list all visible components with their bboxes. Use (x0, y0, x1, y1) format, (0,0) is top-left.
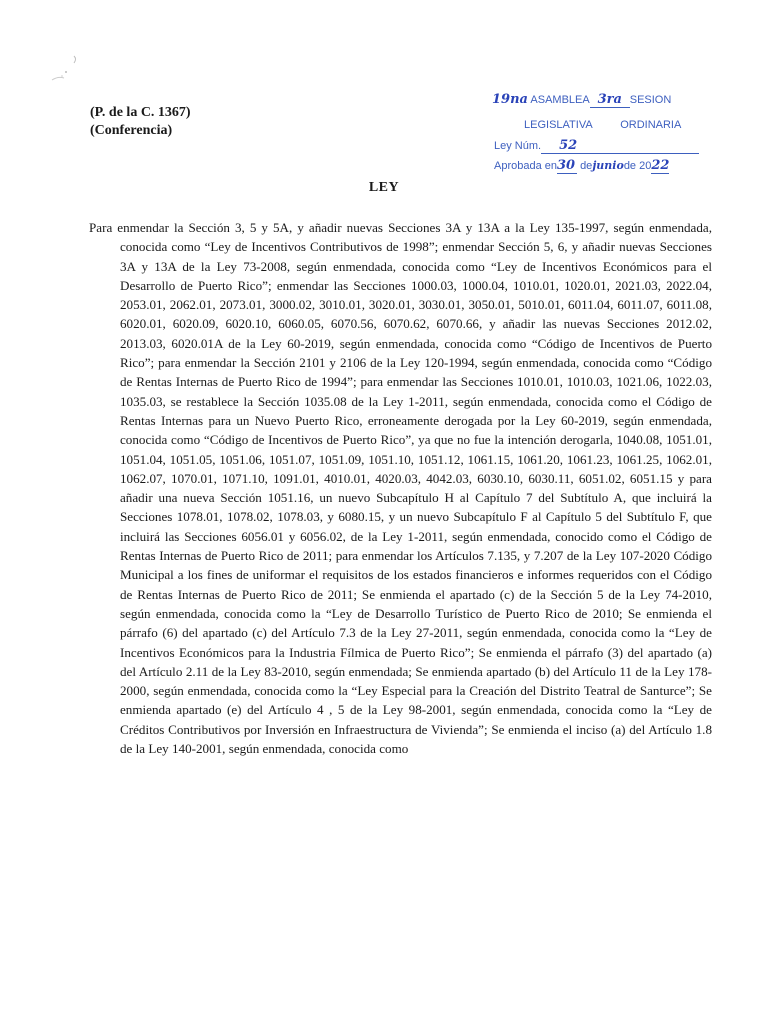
session-number: 3ra (597, 92, 622, 107)
legislativa-label: LEGISLATIVA (524, 119, 593, 131)
aprobada-year: 22 (651, 158, 670, 173)
ley-number-label: Ley Núm. (494, 140, 542, 152)
aprobada-month: junio (592, 159, 624, 172)
assembly-number: 19na (492, 92, 528, 107)
law-summary-paragraph: Para enmendar la Sección 3, 5 y 5A, y añadir nuevas Secciones 3A y 13A a la Ley 135-1997, según enmendada, conocida como “Ley de Incentivos Contributivos de 1998”; enmendar Sección 5, 6, y añadir nuevas Secciones 3A y 13A de la Ley 73-2008, según enmendada, conocida como “Ley de Incentivos Económicos para el Desarrollo de Puerto Rico”; enmendar las Secciones 1000.03, 1000.04, 1010.01, 1020.01, 2021.03, 2022.04, 2053.01, 2062.01, 2073.01, 3000.02, 3010.01, 3020.01, 3030.01, 3050.01, 5010.01, 6011.04, 6011.07, 6011.08, 6020.01, 6020.09, 6020.10, 6060.05, 6070.56, 6070.62, 6070.66, y añadir las nuevas Secciones 2012.02, 2013.03, 6020.01A de la Ley 60-2019, según enmendada, conocida como “Código de Incentivos de Puerto Rico”; para enmendar la Sección 2101 y 2106 de la Ley 120-1994, según enmendada, conocida como “Código de Rentas Internas de Puerto Rico de 1994”; para enmendar las Secciones 1010.01, 1010.03, 1021.06, 1022.03, 1035.03, se restablece la Sección 1035.08 de la Ley 1-2011, según enmendada, conocida como el Código de Rentas Internas para un Nuevo Puerto Rico, erroneamente derogada por la Ley 60-2019, según enmendada, conocida como “Código de Incentivos de Puerto Rico”, ya que no fue la intención derogarla, 1040.08, 1051.01, 1051.04, 1051.05, 1051.06, 1051.07, 1051.09, 1051.10, 1051.12, 1061.15, 1061.20, 1061.23, 1061.25, 1062.01, 1062.07, 1070.01, 1071.10, 1091.01, 4010.01, 4020.03, 4042.03, 6030.10, 6030.11, 6051.02, 6051.15 y para añadir una nueva Sección 1051.16, un nuevo Subcapítulo H al Capítulo 7 del Subtítulo A, que incluirá la Secciones 1078.01, 1078.02, 1078.03, y 6080.15, y un nuevo Subcapítulo F al Capítulo 5 del Subtítulo F, que incluirá las Secciones 6056.01 y 6056.02, de la Ley 1-2011, según enmendada, conocido como el Código de Rentas Internas de Puerto Rico de 2011; para enmendar los Artículos 7.135, y 7.207 de la Ley 107-2020 Código Municipal a los fines de uniformar el requisitos de los estados financieros e informes requeridos con el Código de Rentas Internas de Puerto Rico de 2011; Se enmienda el apartado (c) de la Sección 5 de la Ley 74-2010, según enmendada, conocida como la “Ley de Desarrollo Turístico de Puerto Rico de 2010; Se enmienda el párrafo (6) del apartado (c) del Artículo 7.3 de la Ley 27-2011, según enmendada, conocida como la “Ley de Incentivos Económicos para la Industria Fílmica de Puerto Rico”; Se enmienda el párrafo (3) del apartado (a) del Artículo 2.11 de la Ley 83-2010, según enmendada; Se enmienda apartado (b) del Artículo 11 de la Ley 178-2000, según enmendada, conocida como la “Ley Especial para la Creación del Distrito Teatral de Santurce”; Se enmienda apartado (e) del Artículo 4 , 5 de la Ley 98-2001, según enmendada, conocida como la “Ley de Créditos Contributivos por Inversión en Infraestructura de Vivienda”; Se enmienda el inciso (a) del Artículo 1.8 de la Ley 140-2001, según enmendada, conocida como (89, 220, 712, 757)
de-label-2: de 20 (623, 160, 652, 172)
bill-type: (Conferencia) (90, 123, 173, 138)
session-label: SESION (629, 94, 672, 106)
ley-number: 52 (559, 138, 578, 153)
de-label: de (580, 160, 593, 172)
ordinaria-label: ORDINARIA (620, 119, 682, 131)
scan-smudge-mark (44, 50, 84, 90)
aprobada-day: 30 (557, 158, 576, 173)
assembly-label: ASAMBLEA (530, 94, 590, 106)
bill-number: (P. de la C. 1367) (90, 105, 191, 120)
document-title: LEY (368, 180, 400, 195)
approval-stamp (492, 92, 722, 182)
aprobada-label: Aprobada en (494, 160, 557, 172)
bill-identifier (90, 104, 191, 140)
